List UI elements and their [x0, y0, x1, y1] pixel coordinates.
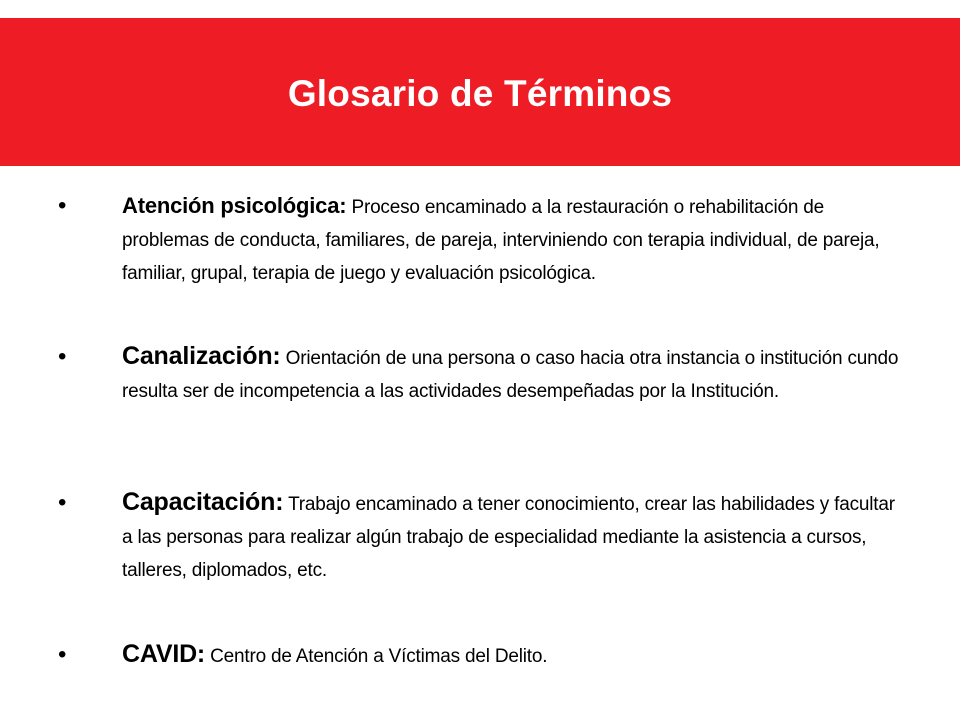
term-name: Canalización:	[122, 342, 281, 370]
glossary-item-text	[122, 486, 907, 587]
bullet-icon: •	[58, 641, 67, 668]
bullet-icon: •	[58, 343, 67, 370]
glossary-item-text	[122, 638, 907, 673]
bullet-icon: •	[58, 489, 67, 516]
glossary-item-text	[122, 340, 907, 408]
term-name: CAVID:	[122, 640, 206, 668]
term-definition: Proceso encaminado a la restauración o rehabilitación de problemas de conducta, familiares, de pareja, interviniendo con terapia individual, de pareja, familiar, grupal, terapia de juego y evaluación psicológica.	[122, 197, 880, 284]
term-definition: Trabajo encaminado a tener conocimiento, crear las habilidades y facultar a las personas para realizar algún trabajo de especialidad mediante la asistencia a cursos, talleres, diplomados, etc.	[122, 494, 895, 581]
term-name: Capacitación:	[122, 488, 284, 516]
page-title: Glosario de Términos	[287, 73, 673, 114]
term-name: Atención psicológica:	[122, 193, 347, 218]
term-definition: Centro de Atención a Víctimas del Delito.	[205, 646, 548, 667]
title-bar	[0, 18, 960, 166]
bullet-icon: •	[58, 192, 67, 219]
term-definition: Orientación de una persona o caso hacia otra instancia o institución cundo resulta ser de incompetencia a las actividades desempeñadas por la Institución.	[122, 348, 899, 402]
glossary-item-text	[122, 189, 907, 290]
